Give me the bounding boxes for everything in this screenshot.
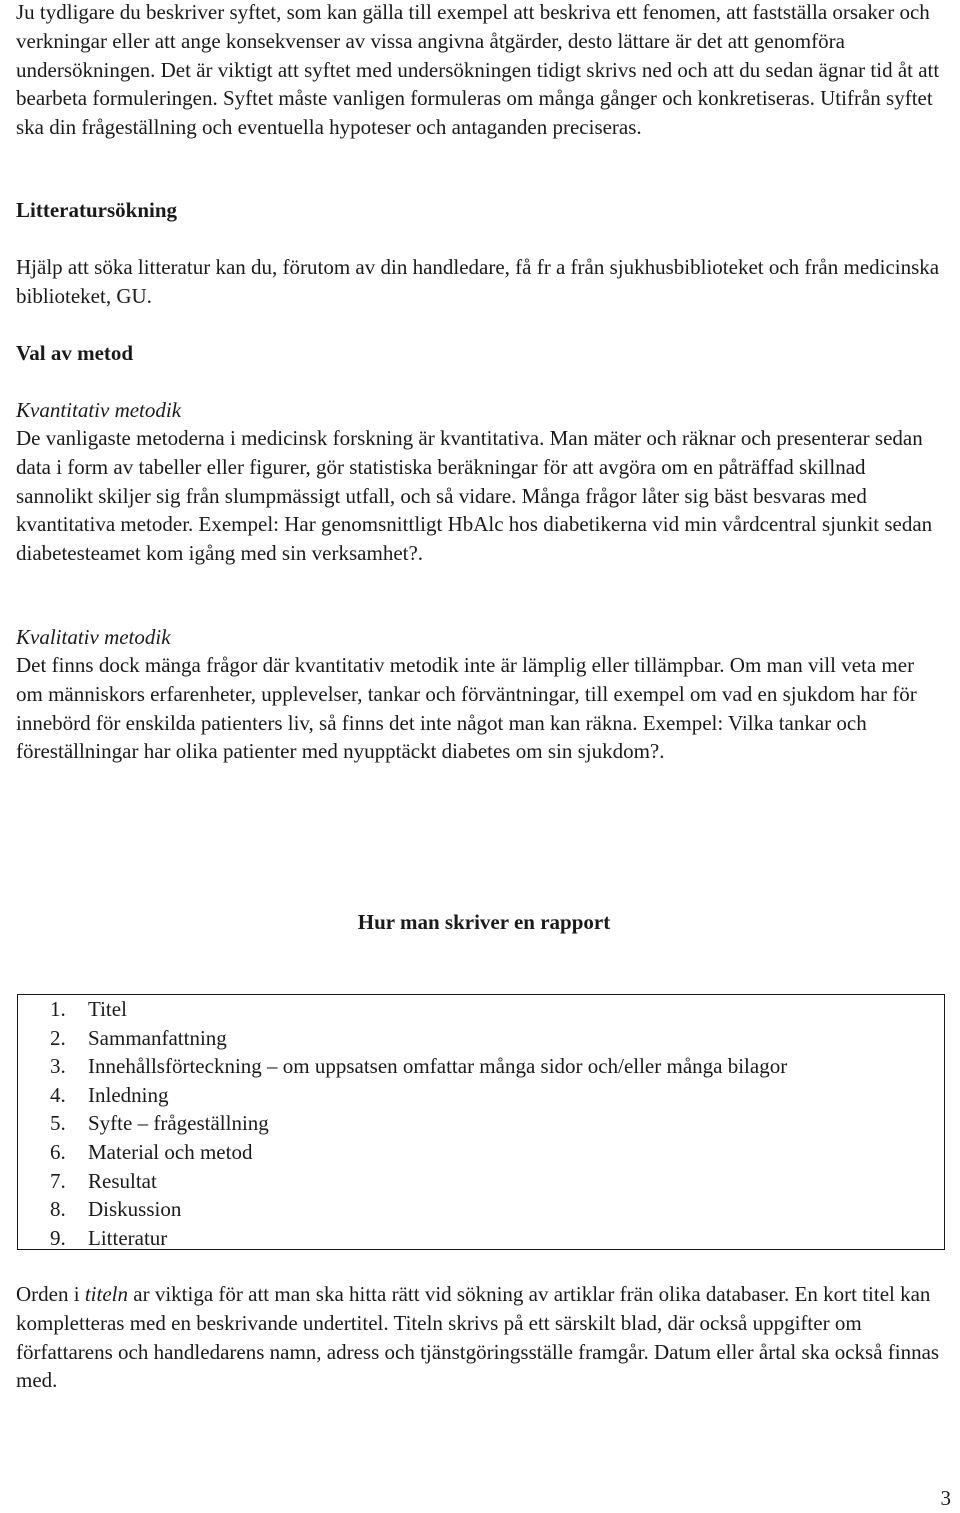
list-item-number: 9. [50,1225,66,1250]
title-paragraph [16,1280,946,1395]
list-item-number: 8. [50,1197,66,1222]
list-item [50,1224,787,1253]
list-item-label: Sammanfattning [88,1025,227,1050]
list-item-label: Innehållsförteckning – om uppsatsen omfattar många sidor och/eller många bilagor [88,1054,788,1079]
intro-paragraph: Ju tydligare du beskriver syftet, som kan gälla till exempel att beskriva ett fenomen, att fastställa orsaker och verkningar eller att ange konsekvenser av vissa angivna åtgärder, desto lättare är det att genomföra undersökningen. Det är viktigt att syftet med undersökningen tidigt skrivs ned och att du sedan ägnar tid åt att bearbeta formuleringen. Syftet måste vanligen formuleras om många gånger och konkretiseras. Utifrån syftet ska din frågeställning och eventuella hypoteser och antaganden preciseras. [16,0,940,140]
list-item-label: Resultat [88,1168,157,1193]
list-item-number: 3. [50,1054,66,1079]
list-item-number: 5. [50,1111,66,1136]
report-heading: Hur man skriver en rapport [357,910,611,934]
list-item-label: Inledning [88,1082,169,1107]
list-item [50,1195,787,1224]
list-item-label: Material och metod [88,1139,253,1164]
list-item [50,1109,787,1138]
literature-heading: Litteratursökning [16,198,178,222]
method-heading: Val av metod [16,341,134,365]
report-outline-box [17,994,945,1250]
list-item [50,1138,787,1167]
list-item-number: 7. [50,1168,66,1193]
list-item-number: 1. [50,997,66,1021]
list-item-label: Titel [88,997,127,1021]
page-number: 3 [940,1486,951,1510]
literature-paragraph: Hjälp att söka litteratur kan du, förutom av din handledare, få fr a från sjukhusbiblioteket och från medicinska biblioteket, GU. [16,255,940,308]
list-item-number: 6. [50,1139,66,1164]
list-item [50,1052,787,1081]
list-item-label: Diskussion [88,1197,182,1222]
list-item-number: 4. [50,1082,66,1107]
title-paragraph-emphasis: titeln [84,1282,128,1306]
list-item-number: 2. [50,1025,66,1050]
title-paragraph-rest: ar viktiga för att man ska hitta rätt vid sökning av artiklar frän olika databaser. En kort titel kan kompletteras med en beskrivande undertitel. Titeln skrivs på ett särskilt blad, där också uppgifter om författarens och handledarens namn, adress och tjänstgöringsställe framgår. Datum eller årtal ska också finnas med. [16,1282,940,1393]
list-item [50,1167,787,1196]
list-item [50,995,787,1024]
qualitative-paragraph: Det finns dock mänga frågor där kvantitativ metodik inte är lämplig eller tillämpbar. Om man vill veta mer om människors erfarenheter, upplevelser, tankar och förväntningar, till exempel om vad en sjukdom har för innebörd för enskilda patienters liv, så finns det inte något man kan räkna. Exempel: Vilka tankar och föreställningar har olika patienter med nyupptäckt diabetes om sin sjukdom?. [16,653,917,764]
list-item-label: Litteratur [88,1225,168,1250]
quantitative-heading: Kvantitativ metodik [16,398,182,422]
title-paragraph-start: Orden i [16,1282,85,1306]
qualitative-heading: Kvalitativ metodik [16,625,171,649]
quantitative-paragraph: De vanligaste metoderna i medicinsk forskning är kvantitativa. Man mäter och räknar och presenterar sedan data i form av tabeller eller figurer, gör statistiska beräkningar för att avgöra om en påträffad skillnad sannolikt skiljer sig från slumpmässigt utfall, och så vidare. Många frågor låter sig bäst besvaras med kvantitativa metoder. Exempel: Har genomsnittligt HbAlc hos diabetikerna vid min vårdcentral sjunkit sedan diabetesteamet kom igång med sin verksamhet?. [16,426,933,566]
list-item [50,1081,787,1110]
list-item-label: Syfte – frågeställning [88,1111,269,1136]
list-item [50,1024,787,1053]
report-outline-list [50,995,787,1252]
